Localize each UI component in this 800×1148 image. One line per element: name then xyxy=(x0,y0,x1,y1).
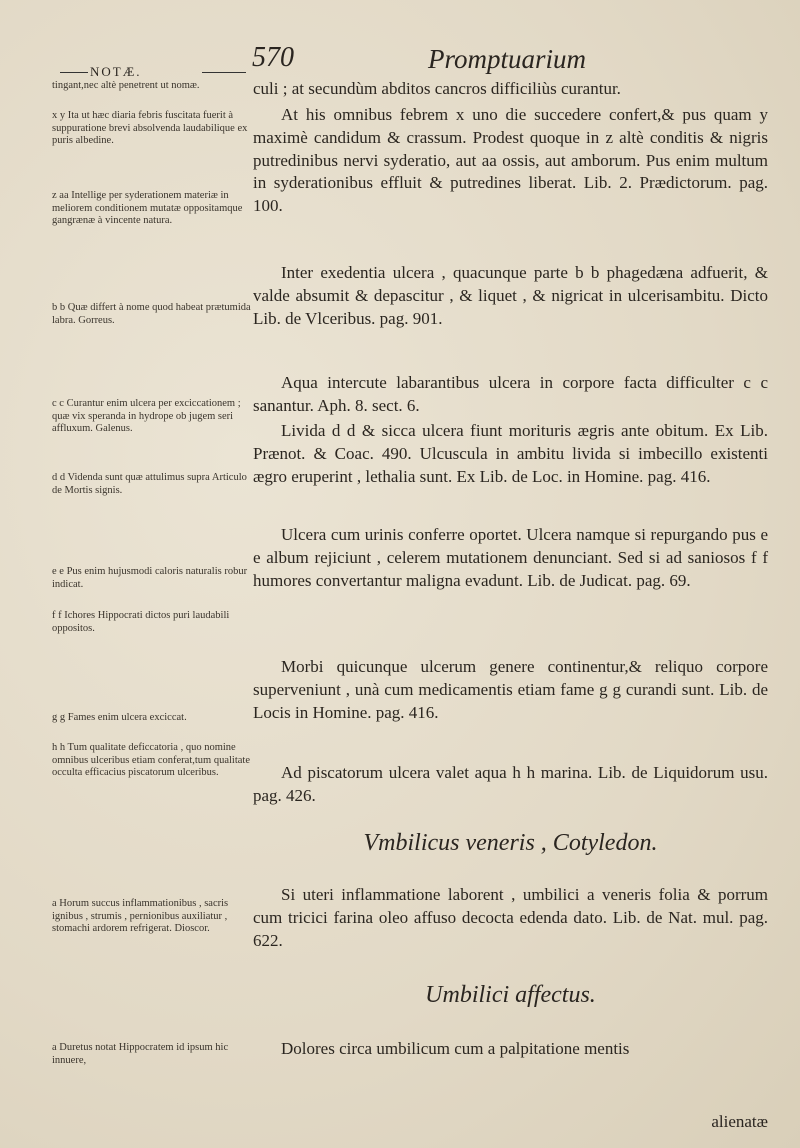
marginal-note: tingant,nec altè penetrent ut nomæ. xyxy=(52,80,200,91)
marginal-note: c c Curantur enim ulcera per exciccationem ; quæ vix speranda in hydrope ob jugem seri affluxum. Galenus. xyxy=(52,398,241,435)
paragraph: culi ; at secundùm abditos cancros difficiliùs curantur. xyxy=(253,79,621,98)
page-number: 570 xyxy=(252,42,294,73)
paragraph: Morbi quicunque ulcerum genere continentur,& reliquo corpore superveniunt , unà cum medicamentis etiam fame g g curandi sunt. Lib. de Locis in Homine. pag. 416. xyxy=(253,657,768,722)
header-rule-mid xyxy=(202,72,246,73)
paragraph: Livida d d & sicca ulcera fiunt morituris ægris ante obitum. Ex Lib. Prænot. & Coac. 490. Ulcuscula in ambitu livida si imbecillo existenti ægro eruperint , lethalia sunt. Ex Lib. de Loc. in Homine. pag. 416. xyxy=(253,421,768,486)
marginal-note: f f Ichores Hippocrati dictos puri laudabili oppositos. xyxy=(52,610,230,634)
marginal-note: a Duretus notat Hippocratem id ipsum hic innuere, xyxy=(52,1042,229,1066)
paragraph: Ulcera cum urinis conferre oportet. Ulcera namque si repurgando pus e e album rejiciunt , celerem mutationem denunciant. Sed si ad saniosos f f humores convertantur maligna evadunt. Lib. de Judicat. pag. 69. xyxy=(253,525,768,590)
section-heading: Umbilici affectus. xyxy=(425,982,596,1008)
paragraph: Inter exedentia ulcera , quacunque parte b b phagedæna adfuerit, & valde absumit & depascitur , & liquet , & nigricat in ulcerisambitu. Dicto Lib. de Vlceribus. pag. 901. xyxy=(253,263,768,328)
catchword: alienatæ xyxy=(711,1112,768,1131)
header-rule-left xyxy=(60,72,88,73)
marginal-note: h h Tum qualitate deficcatoria , quo nomine omnibus ulceribus etiam conferat,tum qualitate occulta efficacius piscatorum ulceribus. xyxy=(52,742,250,779)
paragraph: Ad piscatorum ulcera valet aqua h h marina. Lib. de Liquidorum usu. pag. 426. xyxy=(253,763,768,805)
marginal-note: d d Videnda sunt quæ attulimus supra Articulo de Mortis signis. xyxy=(52,472,247,496)
marginal-note: x y Ita ut hæc diaria febris fuscitata fuerit à suppuratione brevi absolvenda laudabilique ex puris albedine. xyxy=(52,110,248,147)
paragraph: Dolores circa umbilicum cum a palpitatione mentis xyxy=(281,1039,630,1058)
marginal-note: e e Pus enim hujusmodi caloris naturalis robur indicat. xyxy=(52,566,248,590)
marginal-note: g g Fames enim ulcera exciccat. xyxy=(52,712,187,723)
marginal-note: b b Quæ differt à nome quod habeat prætumida labra. Gorreus. xyxy=(52,302,251,326)
marginal-note: a Horum succus inflammationibus , sacris ignibus , strumis , pernionibus auxiliatur , stomachi ardorem refrigerat. Dioscor. xyxy=(52,898,229,935)
marginal-note: z aa Intellige per syderationem materiæ in meliorem conditionem mutatæ oppositamque gangrænæ à vincente natura. xyxy=(52,190,243,227)
paragraph: At his omnibus febrem x uno die succedere confert,& pus quam y maximè candidum & crassum. Prodest quoque in z altè conditis & nigris putredinibus nervi syderatio, aut aa ossis, aut amborum. Pus enim multum in syderationibus effluit & putredines liberat. Lib. 2. Prædictorum. pag. 100. xyxy=(253,105,768,216)
paragraph: Aqua intercute labarantibus ulcera in corpore facta difficulter c c sanantur. Aph. 8. sect. 6. xyxy=(253,373,768,415)
notes-label: NOTÆ. xyxy=(90,64,142,79)
page-header xyxy=(60,42,760,82)
section-heading: Vmbilicus veneris , Cotyledon. xyxy=(363,830,658,856)
paragraph: Si uteri inflammatione laborent , umbilici a veneris folia & porrum cum tricici farina oleo affuso decocta edenda dato. Lib. de Nat. mul. pag. 622. xyxy=(253,885,768,950)
running-title: Promptuarium xyxy=(428,44,587,74)
